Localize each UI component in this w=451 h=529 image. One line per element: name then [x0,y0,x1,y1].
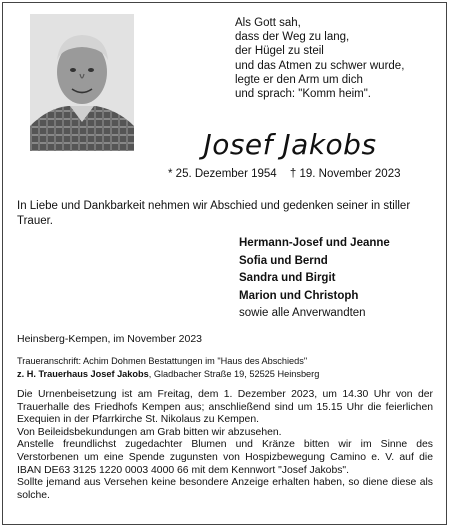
portrait-photo-image [30,14,134,151]
life-dates [168,168,428,180]
mourners-tail: sowie alle Anverwandten [239,307,366,319]
detail-paragraph: Die Urnenbeisetzung ist am Freitag, dem 1. Dezember 2023, um 14.30 Uhr von der Trauerhalle des Friedhofs Kempen aus; anschließend sind um 15.15 Uhr die feierlichen Exequien in der Pfarrkirche St. Nikolaus zu Kempen. [17,389,433,426]
mourner-name: Sandra und Birgit [239,272,336,284]
poem-line: dass der Weg zu lang, [235,31,350,44]
detail-paragraph: Von Beileidsbekundungen am Grab bitten wir abzusehen. [17,426,282,438]
detail-paragraph: Sollte jemand aus Versehen keine besondere Anzeige erhalten haben, so diene diese als solche. [17,477,433,501]
poem-line: legte er den Arm um dich [235,73,363,86]
intro-text: In Liebe und Dankbarkeit nehmen wir Abschied und gedenken seiner in stiller Trauer. [17,200,411,227]
address-line [17,368,319,381]
mourning-address [17,355,319,380]
poem [235,16,440,101]
portrait-photo [30,14,134,151]
place-date: Heinsberg-Kempen, im November 2023 [17,333,203,345]
death-date: † 19. November 2023 [289,168,401,180]
detail-paragraph: Anstelle freundlichst zugedachter Blumen und Kränze bitten wir im Sinne des Verstorbenen um eine Spende zugunsten von Hospizbewegung Camino e. V. auf die IBAN DE63 3125 1220 0003 4000 66 mit dem Kennwort "Josef Jakobs". [17,439,433,476]
poem-line: und sprach: "Komm heim". [235,88,371,101]
deceased-name: Josef Jakobs [203,128,377,161]
address-line: Traueranschrift: Achim Dohmen Bestattungen im "Haus des Abschieds" [17,356,308,366]
address-street: , Gladbacher Straße 19, 52525 Heinsberg [148,368,320,379]
mourner-name: Marion und Christoph [239,289,359,302]
mourner-name: Sofia und Bernd [239,254,328,267]
poem-line: Als Gott sah, [235,17,301,29]
poem-line: und das Atmen zu schwer wurde, [235,59,405,72]
mourners-list [239,235,390,323]
poem-line: der Hügel zu steil [235,45,324,58]
address-recipient: z. H. Trauerhaus Josef Jakobs [17,368,149,379]
birth-date: * 25. Dezember 1954 [168,168,277,180]
mourner-name: Hermann-Josef und Jeanne [239,237,390,249]
funeral-details [17,389,433,502]
